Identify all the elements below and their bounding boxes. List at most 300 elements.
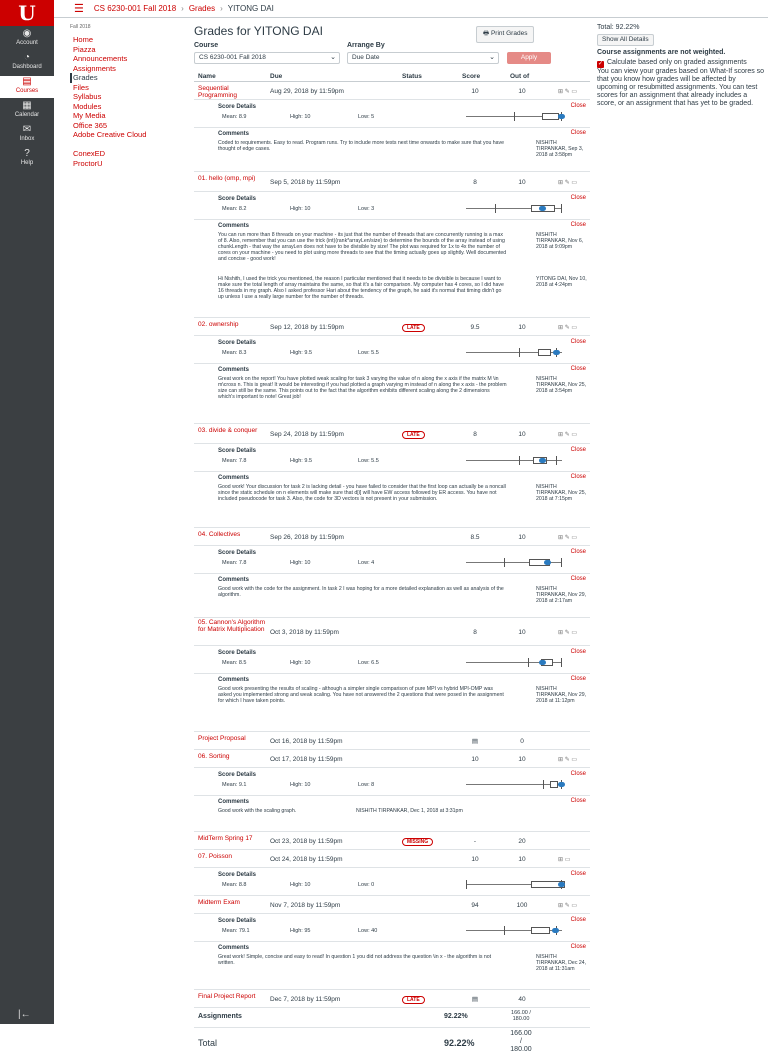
comment-author: NISHITH TIRPANKAR, Nov 6, 2018 at 9:09pm (536, 232, 584, 250)
score-distribution-graph (466, 926, 562, 934)
score-details-panel (194, 444, 590, 472)
col-score[interactable]: Score (462, 73, 481, 80)
score-details-icon[interactable]: ⊞ (558, 179, 565, 186)
score-details-icon[interactable]: ⊞ (558, 856, 565, 863)
status-badge: LATE (402, 431, 425, 439)
print-icon: 🖶 (483, 30, 491, 37)
assignment-link[interactable]: MidTerm Spring 17 (198, 835, 253, 842)
assignments-total-percent: 92.22% (444, 1013, 468, 1020)
grades-sidebar (597, 24, 765, 108)
chevron-down-icon: ⌄ (489, 54, 495, 61)
status-badge: MISSING (402, 838, 433, 846)
assignment-actions (558, 431, 577, 438)
submission-icon: ▤ (471, 738, 479, 745)
rubric-icon[interactable]: ▭ (571, 88, 578, 95)
score-details-icon[interactable]: ⊞ (558, 629, 565, 636)
assignment-score: 9.5 (470, 323, 480, 331)
assignment-score: 10 (471, 855, 479, 863)
score-details-heading: Score Details (218, 772, 257, 778)
global-nav-label: Account (16, 40, 38, 46)
score-details-heading: Score Details (218, 340, 257, 346)
comment-author: NISHITH TIRPANKAR, Dec 24, 2018 at 11:31am (536, 954, 587, 972)
assignment-link[interactable]: 06. Sorting (198, 753, 230, 760)
score-mean: Mean: 7.8 (222, 560, 247, 566)
rubric-icon[interactable]: ▭ (571, 629, 578, 636)
course-nav-conexed[interactable]: ConexED (73, 149, 106, 158)
graded-only-label: Calculate based only on graded assignments (607, 59, 747, 66)
score-details-icon[interactable]: ⊞ (558, 431, 565, 438)
assignment-link[interactable]: 05. Cannon's Algorithm for Matrix Multiplication (198, 619, 266, 633)
assignment-row (194, 82, 590, 100)
global-nav-account[interactable] (0, 28, 54, 50)
low-cap (519, 456, 520, 465)
assignment-link[interactable]: Project Proposal (198, 735, 246, 742)
help-icon: ? (24, 148, 30, 159)
global-nav (0, 0, 54, 1024)
collapse-nav-icon[interactable]: |← (18, 1009, 31, 1020)
score-details-panel (194, 192, 590, 220)
assignment-row (194, 528, 590, 546)
score-details-icon[interactable]: ⊞ (558, 88, 565, 95)
assignment-due-date: Oct 16, 2018 by 11:59pm (270, 737, 343, 745)
comments-panel (194, 674, 590, 732)
chevron-down-icon: ⌄ (330, 54, 336, 61)
apply-button[interactable]: Apply (507, 52, 551, 64)
score-distribution-graph (466, 658, 562, 666)
comments-icon[interactable]: ✎ (564, 629, 572, 636)
status-badge: LATE (402, 324, 425, 332)
score-low: Low: 3 (358, 206, 375, 212)
arrange-select-label: Arrange By (347, 42, 385, 49)
assignment-due-date: Aug 29, 2018 by 11:59pm (270, 87, 344, 95)
assignment-row (194, 990, 590, 1008)
assignment-row (194, 172, 590, 192)
comment-text: Good work presenting the results of scaling - although a simpler single comparison of pure MPI vs hybrid MPI-OMP was asked you implemented strong and weak scaling. You have not answered the 2 questions that were posed in the assignment for which I have taken points. (218, 686, 504, 704)
status-badge: LATE (402, 996, 425, 1004)
comment-author: NISHITH TIRPANKAR, Nov 25, 2018 at 7:15pm (536, 484, 587, 502)
course-nav (70, 24, 190, 168)
breadcrumb-student: YITONG DAI (227, 4, 274, 13)
high-cap (561, 658, 562, 667)
score-low: Low: 5.5 (358, 458, 379, 464)
assignment-row (194, 318, 590, 336)
score-high: High: 10 (290, 206, 311, 212)
score-low: Low: 0 (358, 882, 375, 888)
assignment-due-date: Oct 3, 2018 by 11:59pm (270, 628, 339, 636)
comments-heading: Comments (218, 799, 250, 805)
comment-author: NISHITH TIRPANKAR, Nov 29, 2018 at 2:17am (536, 586, 587, 604)
arrange-by-select[interactable]: Due Date ⌄ (347, 52, 499, 64)
score-mean: Mean: 8.9 (222, 114, 247, 120)
score-details-heading: Score Details (218, 550, 257, 556)
global-nav-label: Inbox (19, 136, 35, 142)
score-details-heading: Score Details (218, 196, 257, 202)
assignment-points-possible: 10 (518, 628, 526, 636)
course-select[interactable]: CS 6230-001 Fall 2018 ⌄ (194, 52, 340, 64)
not-weighted-note: Course assignments are not weighted. (597, 49, 726, 56)
your-score-marker (539, 206, 546, 211)
score-details-heading: Score Details (218, 918, 257, 924)
assignment-due-date: Oct 24, 2018 by 11:59pm (270, 855, 343, 863)
assignment-score: 94 (471, 901, 479, 909)
your-score-marker (544, 560, 551, 565)
your-score-marker (558, 114, 565, 119)
global-nav-help[interactable] (0, 148, 54, 170)
breadcrumb-separator: › (181, 4, 184, 13)
assignment-link[interactable]: 02. ownership (198, 321, 239, 328)
quartile-box (531, 927, 549, 934)
high-cap (561, 204, 562, 213)
score-details-heading: Score Details (218, 448, 257, 454)
assignments-total-row (194, 1008, 590, 1028)
close-comments-link[interactable]: Close (570, 944, 586, 950)
course-nav-proctoru[interactable]: ProctorU (73, 158, 103, 168)
comments-panel (194, 574, 590, 618)
quartile-box (550, 781, 558, 788)
score-details-panel (194, 868, 590, 896)
score-details-panel (194, 646, 590, 674)
score-high: High: 10 (290, 660, 311, 666)
your-score-marker (539, 660, 546, 665)
assignment-score: 8 (473, 628, 477, 636)
score-mean: Mean: 9.1 (222, 782, 247, 788)
comments-heading: Comments (218, 475, 250, 481)
low-cap (528, 658, 529, 667)
course-nav-my-media[interactable]: My Media (73, 111, 106, 120)
col-out-of[interactable]: Out of (510, 73, 530, 80)
global-nav-dashboard[interactable] (0, 52, 54, 74)
calendar-icon: ▦ (22, 100, 32, 111)
total-points-earned: 166.00 (510, 1030, 532, 1037)
page-title: Grades for YITONG DAI (194, 24, 323, 38)
comment-text: Good work with the scaling graph. (218, 808, 297, 814)
course-nav-adobe-creative-cloud[interactable]: Adobe Creative Cloud (73, 130, 147, 139)
assignment-due-date: Sep 26, 2018 by 11:59pm (270, 533, 344, 541)
course-nav-grades[interactable]: Grades (70, 73, 190, 83)
close-comments-link[interactable]: Close (570, 474, 586, 480)
inbox-icon: ✉ (22, 124, 32, 135)
comments-icon[interactable]: ✎ (564, 179, 572, 186)
assignment-points-possible: 10 (518, 323, 526, 331)
courses-icon: ▤ (22, 76, 32, 87)
assignment-actions (558, 324, 577, 331)
score-high: High: 9.5 (290, 350, 313, 356)
your-score-marker (539, 458, 546, 463)
comment-text: Hi Nishith, I used the trick you mentioned, the reason I particular mentioned that it needs to be divisible is because I want to make sure the total length of array maintains the same, so that it's a fair comparison. My computer has 4 cores, so I did have 16 threads in my graph. Also I asked professor Hari about the tendency of the graph, he said it's normal that timing didn't go up unless I use a really large number for the number of threads. (218, 276, 504, 300)
comment-author: YITONG DAI, Nov 10, 2018 at 4:24pm (536, 276, 587, 288)
print-grades-button[interactable]: 🖶 Print Grades (476, 26, 534, 43)
assignment-score: 8 (473, 430, 477, 438)
close-comments-link[interactable]: Close (570, 576, 586, 582)
low-cap (543, 780, 544, 789)
score-distribution-graph (466, 348, 562, 356)
assignment-link[interactable]: 01. hello (omp, mpi) (198, 175, 256, 182)
comment-text: Great work on the report! You have plotted weak scaling for task 3 varying the value of n along the x axis if the matrix M \in m\cross n. This is great! It would be interesting if you had plotted a graph varying m instead of n along the x axis - the problem size can still be the same. This points out to the fact that the algorithm exhibits different scaling along the 2 dimensions which's important to note! Great job! (218, 376, 507, 400)
global-nav-label: Courses (15, 88, 39, 94)
close-comments-link[interactable]: Close (570, 676, 586, 682)
comments-icon[interactable]: ✎ (564, 431, 572, 438)
assignment-points-possible: 10 (518, 755, 526, 763)
total-points-possible: 180.00 (510, 1046, 532, 1053)
assignments-total-fraction: 166.00 / 180.00 (511, 1010, 531, 1022)
score-low: Low: 5.5 (358, 350, 379, 356)
assignment-points-possible: 0 (520, 737, 524, 745)
close-details-link[interactable]: Close (570, 447, 586, 453)
graded-only-option (597, 59, 765, 68)
assignment-row (194, 732, 590, 750)
comments-panel (194, 472, 590, 528)
high-cap (556, 456, 557, 465)
course-nav-office-365[interactable]: Office 365 (73, 120, 108, 130)
rubric-icon[interactable]: ▭ (571, 179, 578, 186)
assignment-link[interactable]: 07. Poisson (198, 853, 232, 860)
comment-author: NISHITH TIRPANKAR, Nov 25, 2018 at 3:54pm (536, 376, 587, 394)
comments-heading: Comments (218, 945, 250, 951)
score-high: High: 10 (290, 560, 311, 566)
breadcrumb-separator: › (220, 4, 223, 13)
score-mean: Mean: 8.8 (222, 882, 247, 888)
score-mean: Mean: 8.3 (222, 350, 247, 356)
rubric-icon[interactable]: ▭ (571, 324, 578, 331)
course-nav-files[interactable]: Files (73, 82, 89, 92)
comments-icon[interactable]: ✎ (564, 756, 572, 763)
your-score-marker (558, 782, 565, 787)
comments-icon[interactable]: ✎ (564, 324, 572, 331)
your-score-marker (558, 882, 565, 887)
col-due[interactable]: Due (270, 73, 283, 80)
assignment-row (194, 618, 590, 646)
score-distribution-graph (466, 880, 562, 888)
comments-icon[interactable]: ✎ (564, 88, 572, 95)
term-label: Fall 2018 (70, 24, 91, 30)
course-nav-piazza[interactable]: Piazza (73, 44, 96, 54)
rubric-icon[interactable]: ▭ (571, 902, 578, 909)
global-nav-calendar[interactable] (0, 100, 54, 122)
assignment-score: 8.5 (470, 533, 480, 541)
score-mean: Mean: 7.8 (222, 458, 247, 464)
assignment-points-possible: 10 (518, 87, 526, 95)
breadcrumb-grades[interactable]: Grades (188, 4, 216, 13)
assignment-actions (558, 179, 577, 186)
assignment-due-date: Sep 5, 2018 by 11:59pm (270, 178, 341, 186)
whisker-line (466, 460, 562, 461)
close-details-link[interactable]: Close (570, 649, 586, 655)
comments-panel (194, 796, 590, 832)
close-comments-link[interactable]: Close (570, 130, 586, 136)
score-distribution-graph (466, 112, 562, 120)
assignment-points-possible: 10 (518, 430, 526, 438)
assignment-row (194, 896, 590, 914)
global-nav-courses[interactable] (0, 76, 54, 98)
assignment-due-date: Sep 12, 2018 by 11:59pm (270, 323, 344, 331)
score-details-icon[interactable]: ⊞ (558, 756, 565, 763)
assignment-score: 10 (471, 755, 479, 763)
assignment-due-date: Sep 24, 2018 by 11:59pm (270, 430, 344, 438)
close-comments-link[interactable]: Close (570, 222, 586, 228)
score-distribution-graph (466, 558, 562, 566)
assignment-row (194, 850, 590, 868)
close-details-link[interactable]: Close (570, 195, 586, 201)
score-distribution-graph (466, 780, 562, 788)
low-cap (466, 880, 467, 889)
course-nav-home[interactable]: Home (73, 35, 94, 44)
show-all-details-button[interactable]: Show All Details (597, 34, 654, 46)
submission-icon: ▤ (471, 996, 479, 1003)
comments-panel (194, 220, 590, 318)
rubric-icon[interactable]: ▭ (571, 431, 578, 438)
high-cap (561, 558, 562, 567)
quartile-box (542, 113, 559, 120)
comments-panel (194, 364, 590, 424)
university-logo[interactable]: U (0, 0, 54, 26)
assignment-score: - (473, 837, 477, 845)
rubric-icon[interactable]: ▭ (564, 856, 571, 863)
assignment-link[interactable]: 04. Collectives (198, 531, 241, 538)
comments-heading: Comments (218, 577, 250, 583)
close-details-link[interactable]: Close (570, 339, 586, 345)
score-high: High: 10 (290, 114, 311, 120)
rubric-icon[interactable]: ▭ (571, 756, 578, 763)
what-if-description: You can view your grades based on What-If scores so that you know how grades will be affected by upcoming or resubmitted assignments. You can test scores for an assignment that already includes a score, or an assignment that has yet to be graded. (597, 68, 765, 107)
score-mean: Mean: 79.1 (222, 928, 250, 934)
hamburger-menu-icon[interactable]: ☰ (74, 3, 84, 15)
course-nav-modules[interactable]: Modules (73, 101, 102, 111)
score-details-heading: Score Details (218, 650, 257, 656)
assignment-points-possible: 100 (516, 901, 528, 909)
score-low: Low: 5 (358, 114, 375, 120)
fraction-slash: / (520, 1038, 522, 1045)
score-high: High: 10 (290, 882, 311, 888)
your-score-marker (552, 928, 559, 933)
close-details-link[interactable]: Close (570, 549, 586, 555)
dashboard-icon: ◔ (23, 52, 31, 63)
close-details-link[interactable]: Close (570, 871, 586, 877)
comments-icon[interactable]: ✎ (564, 902, 572, 909)
assignment-points-possible: 20 (518, 837, 526, 845)
assignment-due-date: Oct 17, 2018 by 11:59pm (270, 755, 343, 763)
low-cap (519, 348, 520, 357)
quartile-box (538, 349, 551, 356)
assignment-points-possible: 40 (518, 995, 526, 1003)
account-icon: ◉ (22, 28, 32, 39)
comments-heading: Comments (218, 677, 250, 683)
course-select-label: Course (194, 42, 219, 49)
comments-icon[interactable]: ✎ (564, 534, 572, 541)
score-high: High: 10 (290, 782, 311, 788)
low-cap (495, 204, 496, 213)
comment-text: Good work! Your discussion for task 2 is lacking detail - you have failed to consider that the first loop can actually be a noncall since the static schedule on n elements will make sure that d[i] will have EW access followed by ER access. You have not included pseudocode for task 3. Also, the code for 3D vectors is not present in your submission. (218, 484, 506, 502)
graded-only-checkbox[interactable]: ✓ (597, 61, 604, 67)
score-low: Low: 8 (358, 782, 375, 788)
assignment-row (194, 750, 590, 768)
breadcrumb-course[interactable]: CS 6230-001 Fall 2018 (93, 4, 177, 13)
comment-author: NISHITH TIRPANKAR, Dec 1, 2018 at 3:31pm (356, 808, 463, 814)
course-nav-announcements[interactable]: Announcements (73, 54, 128, 63)
score-low: Low: 6.5 (358, 660, 379, 666)
assignment-row (194, 424, 590, 444)
comments-panel (194, 128, 590, 172)
comment-text: Good work with the code for the assignment. In task 2 I was hoping for a more detailed explanation as well as analysis of the algorithm. (218, 586, 504, 598)
score-details-panel (194, 546, 590, 574)
comments-heading: Comments (218, 131, 250, 137)
assignment-points-possible: 10 (518, 855, 526, 863)
assignment-score: 8 (473, 178, 477, 186)
col-name[interactable]: Name (198, 73, 216, 80)
assignment-actions (558, 629, 577, 636)
grand-total-label: Total (198, 1038, 218, 1048)
score-details-icon[interactable]: ⊞ (558, 324, 565, 331)
score-low: Low: 40 (358, 928, 378, 934)
assignment-points-possible: 10 (518, 533, 526, 541)
score-low: Low: 4 (358, 560, 375, 566)
grand-total-row (194, 1028, 590, 1056)
score-details-panel (194, 914, 590, 942)
score-distribution-graph (466, 456, 562, 464)
score-details-panel (194, 100, 590, 128)
score-details-heading: Score Details (218, 104, 257, 110)
table-header (194, 72, 590, 82)
score-mean: Mean: 8.2 (222, 206, 247, 212)
close-comments-link[interactable]: Close (570, 366, 586, 372)
low-cap (504, 558, 505, 567)
assignment-actions (558, 88, 577, 95)
comments-heading: Comments (218, 223, 250, 229)
global-nav-inbox[interactable] (0, 124, 54, 146)
sidebar-total: Total: 92.22% (597, 24, 640, 31)
course-nav-assignments[interactable]: Assignments (73, 63, 116, 73)
comments-panel (194, 942, 590, 990)
assignment-due-date: Dec 7, 2018 by 11:59pm (270, 995, 341, 1003)
assignment-due-date: Nov 7, 2018 by 11:59pm (270, 901, 341, 909)
your-score-marker (553, 350, 560, 355)
col-status[interactable]: Status (402, 73, 422, 80)
score-mean: Mean: 8.5 (222, 660, 247, 666)
course-nav-syllabus[interactable]: Syllabus (73, 92, 102, 101)
assignment-link[interactable]: Midterm Exam (198, 899, 240, 906)
assignment-link[interactable]: 03. divide & conquer (198, 427, 258, 434)
whisker-line (466, 784, 562, 785)
assignment-link[interactable]: Sequential Programming (198, 85, 238, 99)
close-comments-link[interactable]: Close (570, 798, 586, 804)
score-details-panel (194, 768, 590, 796)
score-details-heading: Score Details (218, 872, 257, 878)
grades-table (194, 72, 590, 1056)
close-details-link[interactable]: Close (570, 917, 586, 923)
close-details-link[interactable]: Close (570, 103, 586, 109)
score-details-panel (194, 336, 590, 364)
score-details-icon[interactable]: ⊞ (558, 534, 565, 541)
assignment-actions (558, 856, 570, 863)
assignment-points-possible: 10 (518, 178, 526, 186)
comment-author: NISHITH TIRPANKAR, Nov 29, 2018 at 11:12pm (536, 686, 587, 704)
assignments-total-label: Assignments (198, 1013, 242, 1020)
rubric-icon[interactable]: ▭ (571, 534, 578, 541)
grand-total-percent: 92.22% (444, 1038, 475, 1048)
global-nav-label: Dashboard (12, 64, 42, 70)
comment-text: You can run more than 8 threads on your machine - its just that the number of threads that are concurrently running is a max of 8. Also, remember that you can use the trick (int)(rank*arrayLen/size) to determine the bounds of the array instead of using chunkLength - that way the arrayLen does not have to be divisible by size! The plot was required for 1x to 4x the number of cores on your machine - you need to plot using more threads to see that the timing actually goes up slightly. Well documented and concise - good work! (218, 232, 507, 262)
global-nav-label: Calendar (14, 112, 40, 118)
assignment-row (194, 832, 590, 850)
assignment-link[interactable]: Final Project Report (198, 993, 256, 1000)
close-details-link[interactable]: Close (570, 771, 586, 777)
comments-heading: Comments (218, 367, 250, 373)
comment-author: NISHITH TIRPANKAR, Sep 3, 2018 at 3:58pm (536, 140, 584, 158)
low-cap (514, 112, 515, 121)
score-details-icon[interactable]: ⊞ (558, 902, 565, 909)
assignment-due-date: Oct 23, 2018 by 11:59pm (270, 837, 343, 845)
assignment-actions (558, 534, 577, 541)
low-cap (504, 926, 505, 935)
